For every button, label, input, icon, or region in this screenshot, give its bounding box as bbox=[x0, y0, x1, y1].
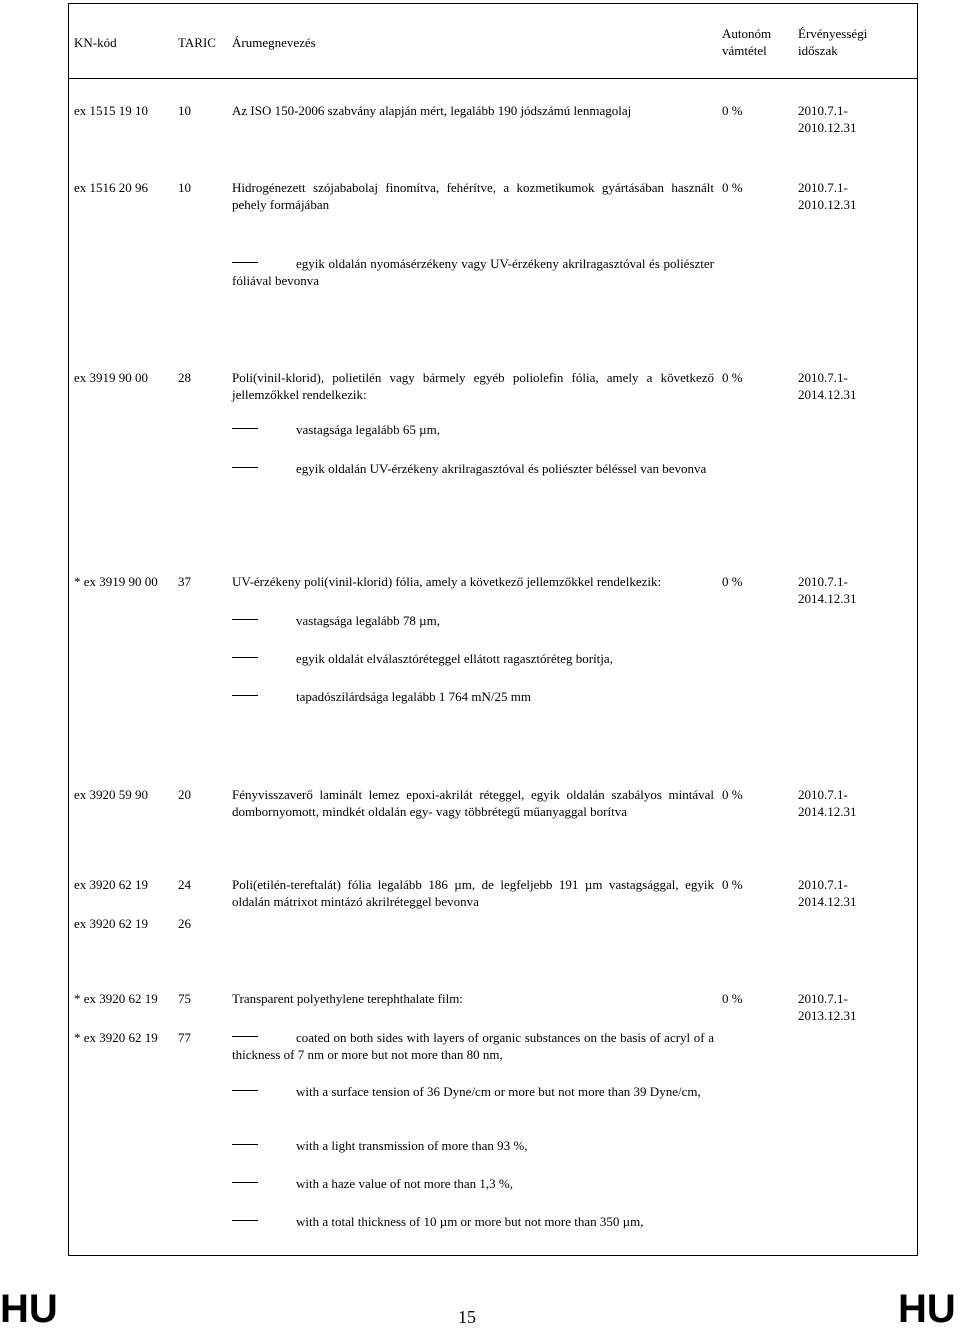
row7-sub5-dash bbox=[232, 1220, 258, 1221]
row7-description: Transparent polyethylene terephthalate film: bbox=[232, 991, 463, 1006]
row7-sub-item-4: with a haze value of not more than 1,3 %, bbox=[296, 1176, 513, 1191]
page-number: 15 bbox=[458, 1307, 476, 1327]
row7-taric: 75 bbox=[178, 991, 191, 1006]
row1-kn: ex 1515 19 10 bbox=[74, 103, 149, 118]
row4-period-start: 2010.7.1- bbox=[798, 574, 848, 589]
row6-duty: 0 % bbox=[722, 877, 743, 892]
row3-taric: 28 bbox=[178, 370, 191, 385]
footer-language-mark-right: HU bbox=[898, 1287, 956, 1331]
row3-sub1-dash bbox=[232, 428, 258, 429]
row4-kn: * ex 3919 90 00 bbox=[74, 574, 158, 589]
row4-sub3-dash bbox=[232, 695, 258, 696]
row3-sub-item-1: vastagsága legalább 65 µm, bbox=[296, 422, 440, 437]
row5-kn: ex 3920 59 90 bbox=[74, 787, 149, 802]
row1-period-end: 2010.12.31 bbox=[798, 120, 857, 135]
header-description: Árumegnevezés bbox=[232, 35, 316, 50]
row3-period-start: 2010.7.1- bbox=[798, 370, 848, 385]
row4-sub-item-3: tapadószilárdsága legalább 1 764 mN/25 mm bbox=[296, 689, 532, 704]
row4-description: UV-érzékeny poli(vinil-klorid) fólia, amely a következő jellemzőkkel rendelkezik: bbox=[232, 574, 662, 589]
row6-period-end: 2014.12.31 bbox=[798, 894, 857, 909]
row1-period-start: 2010.7.1- bbox=[798, 103, 848, 118]
row2-period bbox=[798, 179, 857, 213]
row7-sub-item-1: coated on both sides with layers of organic substances on the basis of acryl of a thickness of 7 nm or more but not more than 80 nm, bbox=[232, 1030, 714, 1062]
row7-sub-item-2: with a surface tension of 36 Dyne/cm or more but not more than 39 Dyne/cm, bbox=[296, 1084, 701, 1099]
row7-sub4-dash bbox=[232, 1182, 258, 1183]
row3-period-end: 2014.12.31 bbox=[798, 387, 857, 402]
row5-period-start: 2010.7.1- bbox=[798, 787, 848, 802]
row7-period-start: 2010.7.1- bbox=[798, 991, 848, 1006]
row3-period bbox=[798, 369, 857, 403]
row3-kn: ex 3919 90 00 bbox=[74, 370, 149, 385]
row2-description: Hidrogénezett szójababolaj finomítva, fehérítve, a kozmetikumok gyártásában használt pehely formájában bbox=[232, 180, 714, 212]
row3-description: Poli(vinil-klorid), polietilén vagy bármely egyéb poliolefin fólia, amely a következő jellemzőkkel rendelkezik: bbox=[232, 370, 714, 402]
row7-kn: * ex 3920 62 19 bbox=[74, 991, 158, 1006]
header-period-line2: időszak bbox=[798, 43, 838, 58]
row2-taric: 10 bbox=[178, 180, 191, 195]
row7-sub-item-3: with a light transmission of more than 93 %, bbox=[296, 1138, 528, 1153]
row4-duty: 0 % bbox=[722, 574, 743, 589]
row7-sub-item-5: with a total thickness of 10 µm or more but not more than 350 µm, bbox=[296, 1214, 644, 1229]
row1-taric: 10 bbox=[178, 103, 191, 118]
row6-kn: ex 3920 62 19 bbox=[74, 877, 149, 892]
header-taric: TARIC bbox=[178, 35, 216, 50]
row5-description: Fényvisszaverő laminált lemez epoxi-akrilát réteggel, egyik oldalán szabályos mintával dombornyomott, mindkét oldalán egy- vagy többrétegű műanyaggal borítva bbox=[232, 787, 714, 819]
row7-period-end: 2013.12.31 bbox=[798, 1008, 857, 1023]
row1-description: Az ISO 150-2006 szabvány alapján mért, legalább 190 jódszámú lenmagolaj bbox=[232, 103, 632, 118]
header-period bbox=[798, 25, 867, 59]
header-duty-line2: vámtétel bbox=[722, 43, 767, 58]
row4-period bbox=[798, 573, 857, 607]
header-duty bbox=[722, 25, 771, 59]
row6-period bbox=[798, 876, 857, 910]
row7-kn-2: * ex 3920 62 19 bbox=[74, 1030, 158, 1045]
header-kn: KN-kód bbox=[74, 35, 117, 50]
row2-sub-item: egyik oldalán nyomásérzékeny vagy UV-érzékeny akrilragasztóval és poliészter fóliával bevonva bbox=[232, 256, 714, 288]
row5-taric: 20 bbox=[178, 787, 191, 802]
row7-period bbox=[798, 990, 857, 1024]
header-duty-line1: Autonóm bbox=[722, 26, 772, 41]
row1-duty: 0 % bbox=[722, 103, 743, 118]
row4-sub1-dash bbox=[232, 619, 258, 620]
row2-kn: ex 1516 20 96 bbox=[74, 180, 149, 195]
row5-period bbox=[798, 786, 857, 820]
header-divider bbox=[68, 78, 918, 79]
row6-description: Poli(etilén-tereftalát) fólia legalább 186 µm, de legfeljebb 191 µm vastagsággal, egyik oldalán mátrixot mintázó akrilréteggel bevonva bbox=[232, 877, 714, 909]
row4-sub2-dash bbox=[232, 657, 258, 658]
row3-sub-item-2: egyik oldalán UV-érzékeny akrilragasztóval és poliészter béléssel van bevonva bbox=[296, 461, 707, 476]
header-period-line1: Érvényességi bbox=[798, 26, 868, 41]
row6-taric: 24 bbox=[178, 877, 191, 892]
row4-sub-item-1: vastagsága legalább 78 µm, bbox=[296, 613, 440, 628]
row5-period-end: 2014.12.31 bbox=[798, 804, 857, 819]
row7-sub3-dash bbox=[232, 1144, 258, 1145]
row2-period-start: 2010.7.1- bbox=[798, 180, 848, 195]
row3-duty: 0 % bbox=[722, 370, 743, 385]
row6-taric-2: 26 bbox=[178, 916, 191, 931]
row2-period-end: 2010.12.31 bbox=[798, 197, 857, 212]
row6-period-start: 2010.7.1- bbox=[798, 877, 848, 892]
row7-taric-2: 77 bbox=[178, 1030, 191, 1045]
row7-duty: 0 % bbox=[722, 991, 743, 1006]
row5-duty: 0 % bbox=[722, 787, 743, 802]
row4-period-end: 2014.12.31 bbox=[798, 591, 857, 606]
row4-sub-item-2: egyik oldalát elválasztóréteggel ellátott ragasztóréteg borítja, bbox=[296, 651, 613, 666]
row4-taric: 37 bbox=[178, 574, 191, 589]
row2-duty: 0 % bbox=[722, 180, 743, 195]
row1-period bbox=[798, 102, 857, 136]
footer-language-mark-left: HU bbox=[0, 1287, 58, 1331]
row6-kn-2: ex 3920 62 19 bbox=[74, 916, 149, 931]
